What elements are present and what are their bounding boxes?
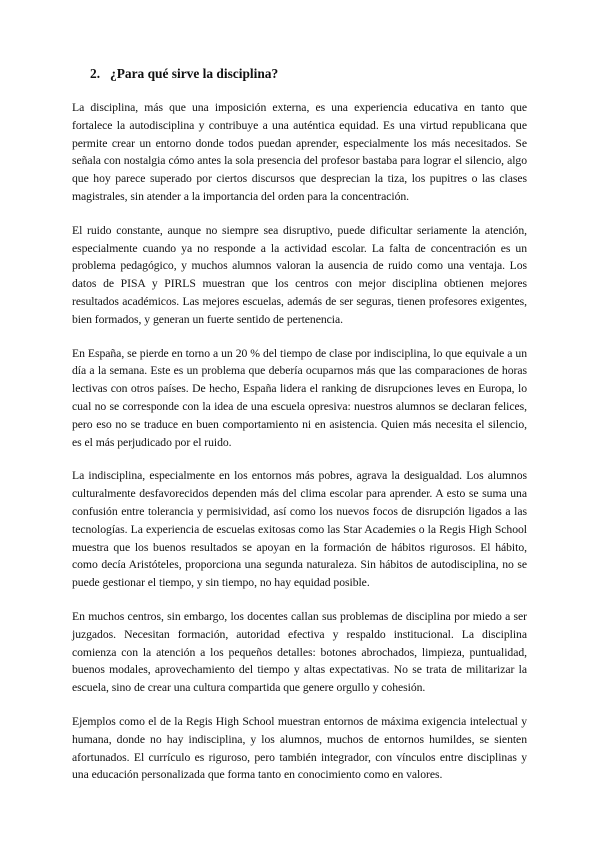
document-page [72, 64, 527, 800]
section-heading [90, 64, 527, 83]
paragraph-6: Ejemplos como el de la Regis High School muestran entornos de máxima exigencia intelectual y humana, donde no hay indisciplina, y los alumnos, muchos de entornos humildes, se sienten afortunados. El currículo es riguroso, pero también integrador, con vínculos entre disciplinas y una educación personalizada que forma tanto en conocimiento como en valores. [72, 714, 527, 782]
paragraph-3: En España, se pierde en torno a un 20 % del tiempo de clase por indisciplina, lo que equivale a un día a la semana. Este es un problema que debería ocuparnos más que las comparaciones de horas lectivas con otros países. De hecho, España lidera el ranking de disrupciones leves en Europa, lo cual no se corresponde con la idea de una escuela opresiva: nuestros alumnos se declaran felices, pero eso no se traduce en buen comportamiento ni en asistencia. Quien más necesita el silencio, es el más perjudicado por el ruido. [72, 346, 527, 449]
paragraph-4: La indisciplina, especialmente en los entornos más pobres, agrava la desigualdad. Los alumnos culturalmente desfavorecidos dependen más del clima escolar para aprender. A esto se suma una confusión entre tolerancia y permisividad, así como los nuevos focos de disrupción ligados a las tecnologías. La experiencia de escuelas exitosas como las Star Academies o la Regis High School muestra que los buenos resultados se apoyan en la formación de hábitos rigurosos. El hábito, como decía Aristóteles, proporciona una segunda naturaleza. Sin hábitos de autodisciplina, no se puede gestionar el tiempo, y sin tiempo, no hay equidad posible. [72, 469, 527, 590]
section-number: 2. [90, 66, 101, 81]
paragraph-1: La disciplina, más que una imposición externa, es una experiencia educativa en tanto que fortalece la autodisciplina y contribuye a una auténtica equidad. Es una virtud republicana que permite crear un entorno donde todos puedan aprender, especialmente los más necesitados. Se señala con nostalgia cómo antes la sola presencia del profesor bastaba para lograr el silencio, algo que hoy parece superado por ciertos discursos que desprecian la tiza, los pupitres o las clases magistrales, sin atender a la importancia del orden para la concentración. [72, 101, 527, 203]
paragraph-2: El ruido constante, aunque no siempre sea disruptivo, puede dificultar seriamente la atención, especialmente cuando ya no responde a la actividad escolar. La falta de concentración es un problema pedagógico, y muchos alumnos valoran la ausencia de ruido como una ventaja. Los datos de PISA y PIRLS muestran que los centros con mejor disciplina obtienen mejores resultados académicos. Las mejores escuelas, además de ser seguras, tienen profesores exigentes, bien formados, y generan un fuerte sentido de pertenencia. [72, 223, 527, 326]
paragraph-5: En muchos centros, sin embargo, los docentes callan sus problemas de disciplina por miedo a ser juzgados. Necesitan formación, autoridad efectiva y respaldo institucional. La disciplina comienza con la atención a los pequeños detalles: botones abrochados, limpieza, puntualidad, buenos modales, aprovechamiento del tiempo y altas expectativas. No se trata de militarizar la escuela, sino de crear una cultura compartida que genere orgullo y cohesión. [72, 609, 527, 695]
section-title: ¿Para qué sirve la disciplina? [110, 66, 279, 81]
